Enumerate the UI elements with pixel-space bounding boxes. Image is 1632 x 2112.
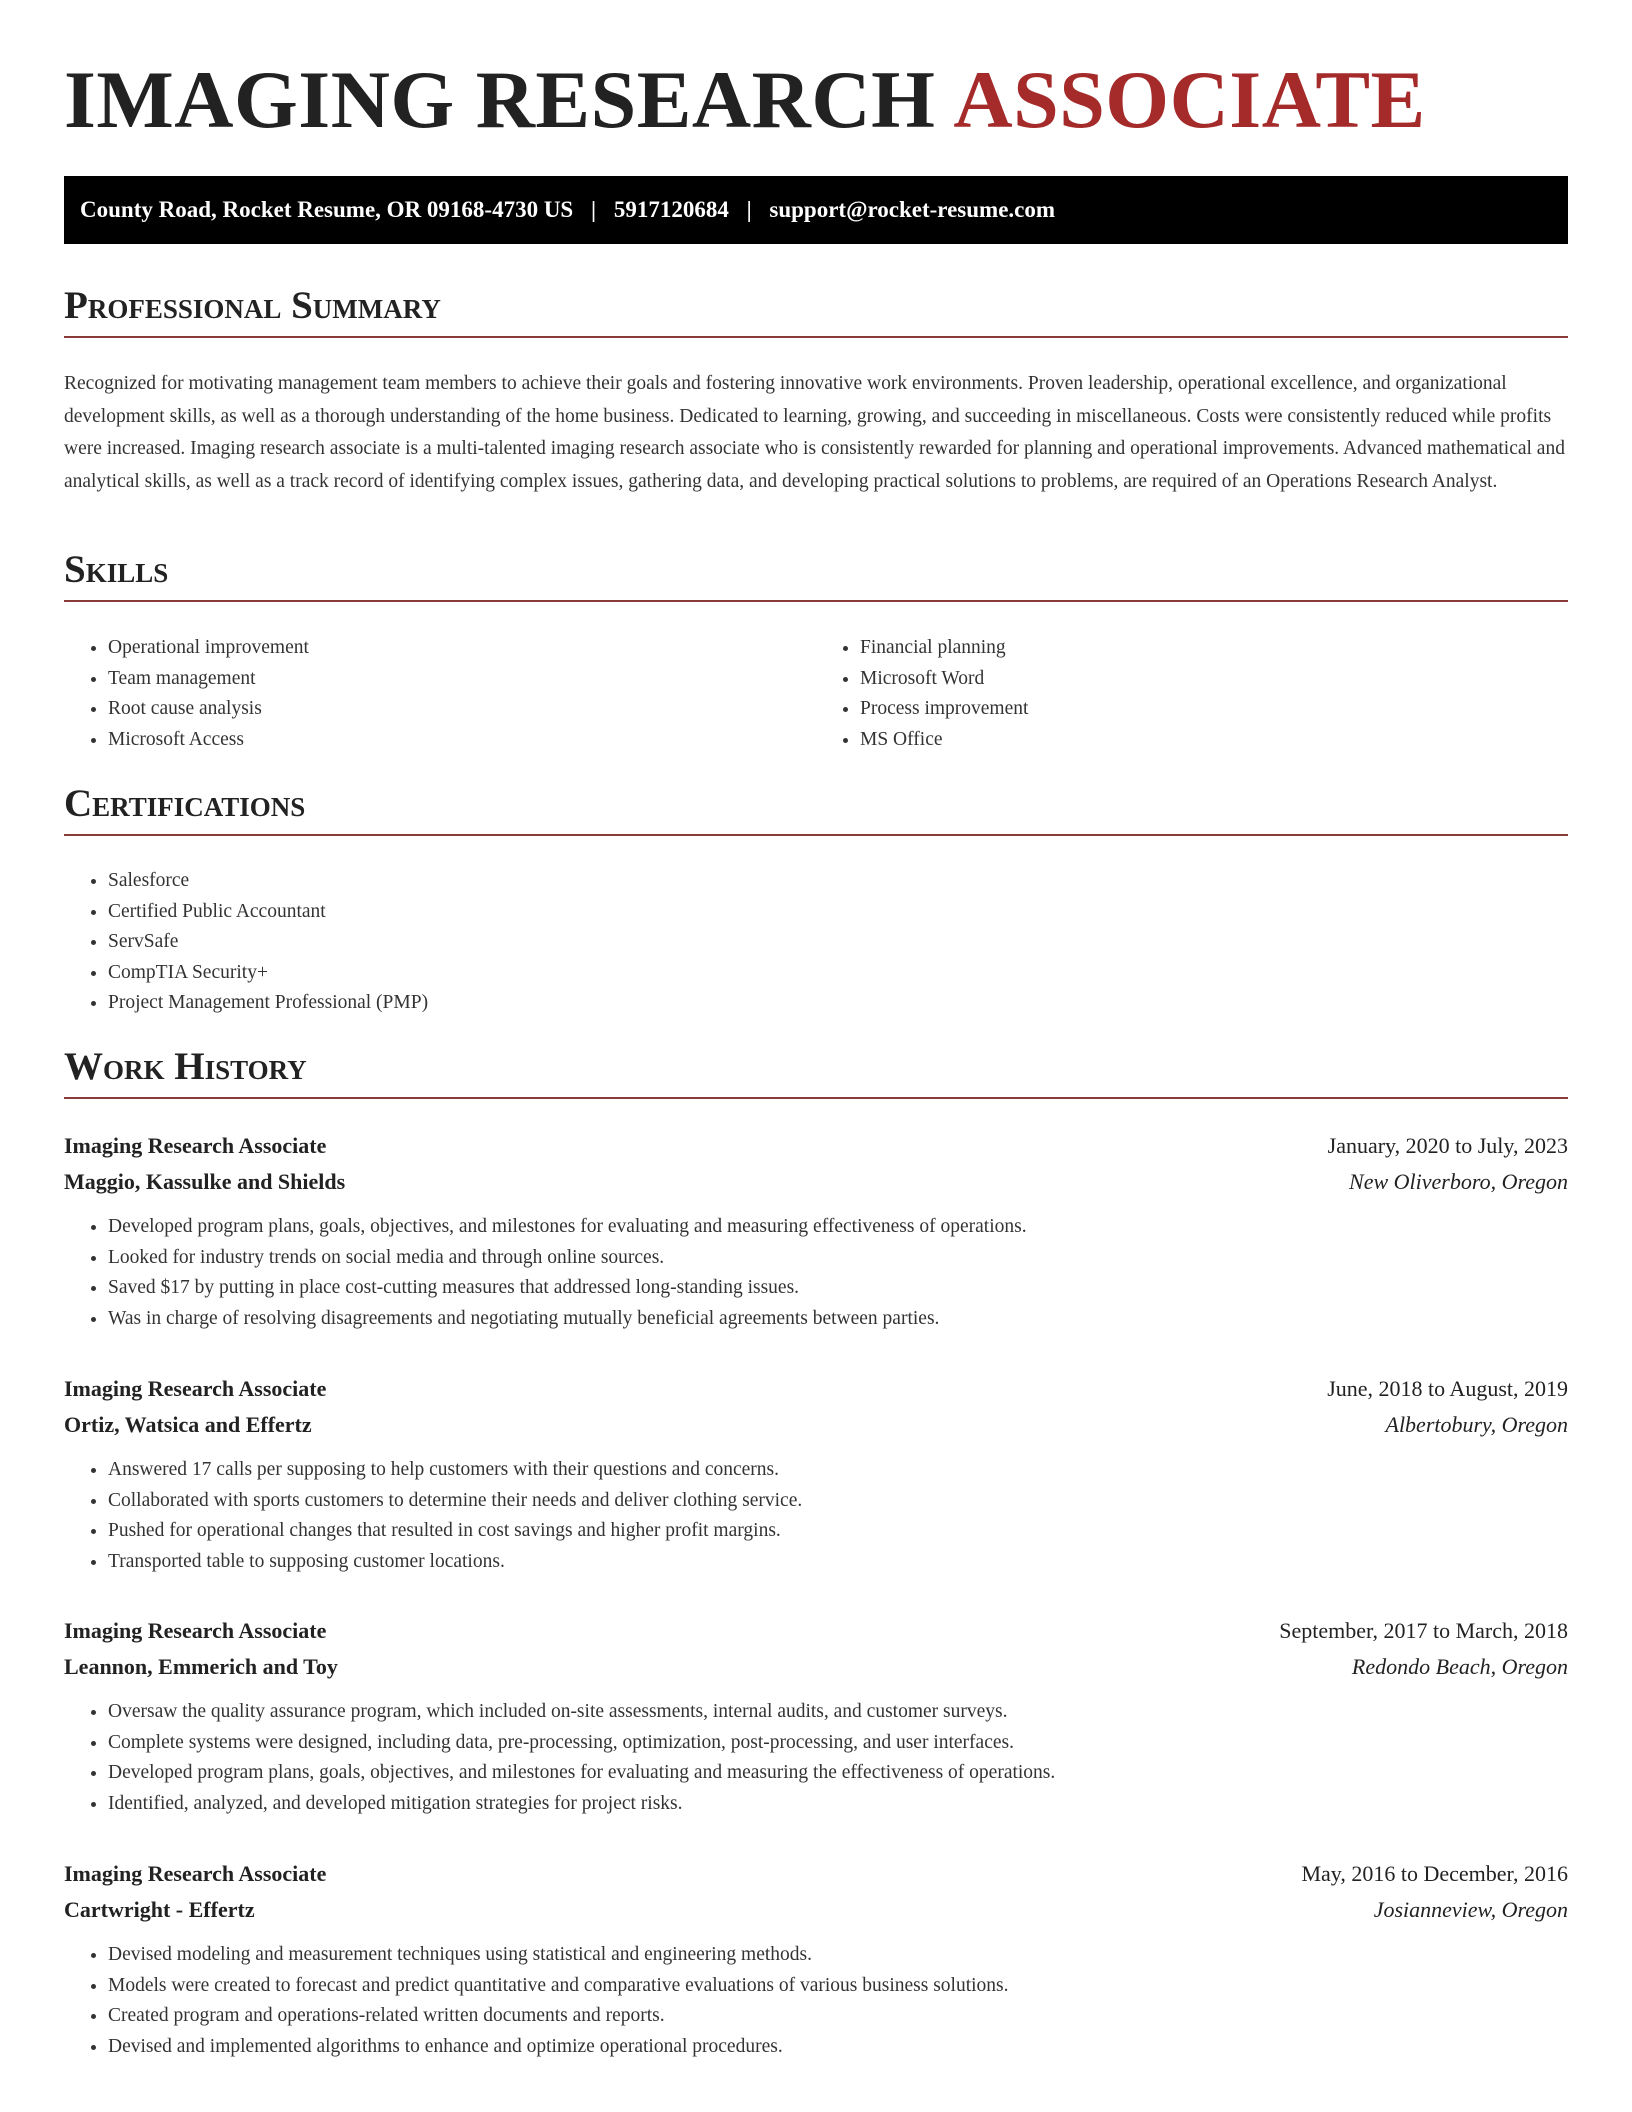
job-dates: May, 2016 to December, 2016: [1301, 1861, 1568, 1886]
job-company: Leannon, Emmerich and Toy: [64, 1654, 338, 1679]
job-location: Josianneview, Oregon: [1373, 1897, 1568, 1922]
contact-email: support@rocket-resume.com: [769, 197, 1056, 222]
title-accent: ASSOCIATE: [953, 54, 1426, 145]
job-bullet: • Developed program plans, goals, objectives, and milestones for evaluating and measuring effectiveness of operations.: [108, 1212, 1568, 1243]
job-dates: January, 2020 to July, 2023: [1327, 1133, 1568, 1158]
summary-heading: Professional Summary: [64, 284, 1568, 338]
job-location: Redondo Beach, Oregon: [1351, 1654, 1568, 1679]
job-title: Imaging Research Associate: [64, 1133, 327, 1158]
job-bullet: • Collaborated with sports customers to determine their needs and deliver clothing service.: [108, 1486, 1568, 1517]
work-history-heading: Work History: [64, 1045, 1568, 1099]
job-entry: [64, 1128, 1568, 1334]
certifications-heading: Certifications: [64, 782, 1568, 836]
skills-column-right: [816, 633, 1568, 755]
job-bullet: • Devised modeling and measurement techniques using statistical and engineering methods.: [108, 1940, 1568, 1971]
certification-item: • Project Management Professional (PMP): [108, 988, 1568, 1019]
job-bullet: • Saved $17 by putting in place cost-cutting measures that addressed long-standing issues.: [108, 1273, 1568, 1304]
job-title: Imaging Research Associate: [64, 1861, 327, 1886]
job-bullet: • Devised and implemented algorithms to enhance and optimize operational procedures.: [108, 2032, 1568, 2063]
skill-item: • MS Office: [860, 725, 1568, 756]
job-bullet: • Transported table to supposing customer locations.: [108, 1547, 1568, 1578]
job-bullet: • Developed program plans, goals, objectives, and milestones for evaluating and measuring the effectiveness of operations.: [108, 1758, 1568, 1789]
resume-content: [64, 0, 1568, 2057]
certifications-list: [64, 866, 1568, 1019]
skill-item: • Root cause analysis: [108, 694, 816, 725]
job-entry: [64, 1371, 1568, 1577]
contact-phone: 5917120684: [613, 197, 729, 222]
job-company: Ortiz, Watsica and Effertz: [64, 1412, 312, 1437]
job-bullet: • Identified, analyzed, and developed mitigation strategies for project risks.: [108, 1789, 1568, 1820]
skills-column-left: [64, 633, 816, 755]
job-bullets: [64, 1212, 1568, 1334]
job-bullet: • Complete systems were designed, including data, pre-processing, optimization, post-processing, and user interfaces.: [108, 1728, 1568, 1759]
summary-text: Recognized for motivating management team members to achieve their goals and fostering innovative work environments. Proven leadership, operational excellence, and organizational development skills, as well as a thorough understanding of the home business. Dedicated to learning, growing, and succeeding in miscellaneous. Costs were consistently reduced while profits were increased. Imaging research associate is a multi-talented imaging research associate who is consistently rewarded for planning and operational improvements. Advanced mathematical and analytical skills, as well as a track record of identifying complex issues, gathering data, and developing practical solutions to problems, are required of an Operations Research Analyst.: [64, 373, 1565, 492]
contact-bar: [64, 176, 1568, 244]
job-location: New Oliverboro, Oregon: [1349, 1169, 1568, 1194]
job-bullet: • Models were created to forecast and predict quantitative and comparative evaluations of various business solutions.: [108, 1971, 1568, 2002]
skill-item: • Microsoft Access: [108, 725, 816, 756]
certification-item: • ServSafe: [108, 927, 1568, 958]
job-location: Albertobury, Oregon: [1385, 1412, 1568, 1437]
contact-separator: |: [746, 197, 752, 222]
job-entry: [64, 1856, 1568, 2062]
skill-item: • Operational improvement: [108, 633, 816, 664]
job-entry: [64, 1613, 1568, 1819]
resume-title: [64, 0, 1568, 145]
job-title: Imaging Research Associate: [64, 1618, 327, 1643]
job-bullets: [64, 1940, 1568, 2062]
certification-item: • CompTIA Security+: [108, 958, 1568, 989]
job-bullet: • Was in charge of resolving disagreements and negotiating mutually beneficial agreements between parties.: [108, 1304, 1568, 1335]
job-title: Imaging Research Associate: [64, 1376, 327, 1401]
job-bullet: • Answered 17 calls per supposing to help customers with their questions and concerns.: [108, 1455, 1568, 1486]
title-primary: IMAGING RESEARCH: [64, 54, 936, 145]
job-bullets: [64, 1697, 1568, 1819]
skill-item: • Financial planning: [860, 633, 1568, 664]
job-dates: June, 2018 to August, 2019: [1327, 1376, 1568, 1401]
skills-list: [64, 633, 1568, 755]
skill-item: • Microsoft Word: [860, 664, 1568, 695]
job-dates: September, 2017 to March, 2018: [1279, 1618, 1568, 1643]
skills-heading: Skills: [64, 548, 1568, 602]
job-bullets: [64, 1455, 1568, 1577]
job-company: Maggio, Kassulke and Shields: [64, 1169, 346, 1194]
job-company: Cartwright - Effertz: [64, 1897, 255, 1922]
contact-separator: |: [590, 197, 597, 222]
job-bullet: • Created program and operations-related written documents and reports.: [108, 2001, 1568, 2032]
job-bullet: • Pushed for operational changes that resulted in cost savings and higher profit margins.: [108, 1516, 1568, 1547]
contact-address: County Road, Rocket Resume, OR 09168-4730 US: [80, 197, 574, 222]
job-bullet: • Oversaw the quality assurance program, which included on-site assessments, internal audits, and customer surveys.: [108, 1697, 1568, 1728]
skill-item: • Process improvement: [860, 694, 1568, 725]
certification-item: • Salesforce: [108, 866, 1568, 897]
job-bullet: • Looked for industry trends on social media and through online sources.: [108, 1243, 1568, 1274]
certification-item: • Certified Public Accountant: [108, 897, 1568, 928]
skill-item: • Team management: [108, 664, 816, 695]
